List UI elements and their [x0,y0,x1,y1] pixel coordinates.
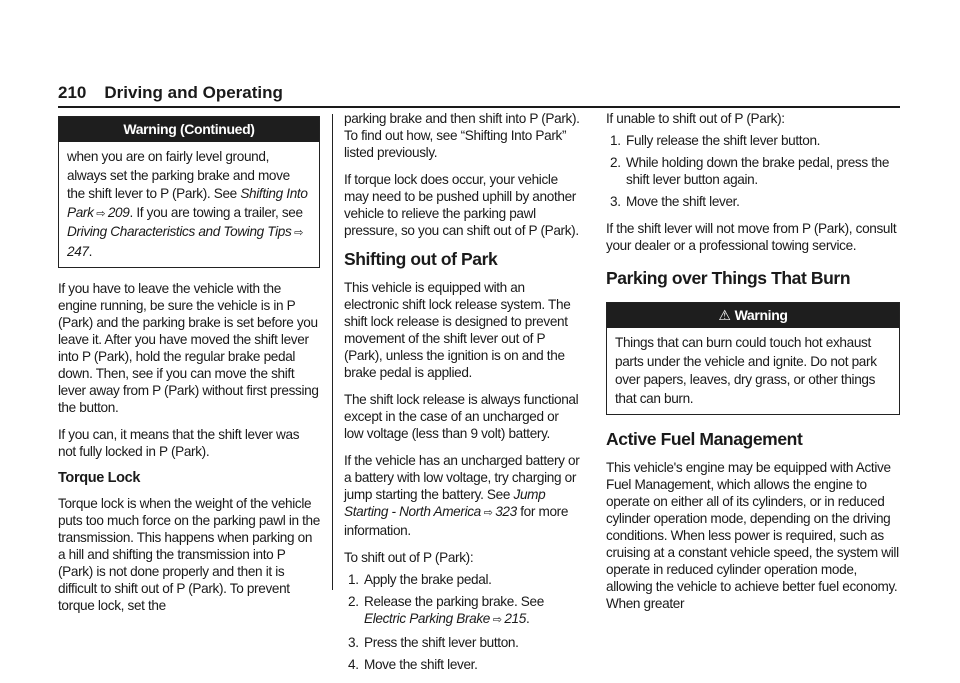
warning-box [606,302,900,415]
page-ref-arrow-icon: ⇨ [291,227,304,239]
warning-icon: ⚠ [718,307,731,323]
list-item: 4. Move the shift lever. [348,657,478,672]
link-jump-starting[interactable]: Jump Starting - North America [344,487,546,519]
paragraph: If you can, it means that the shift lever was not fully locked in P (Park). [58,427,300,459]
page-ref-arrow-icon: ⇨ [480,507,496,519]
page-ref-323[interactable]: 323 [495,504,517,519]
heading-active-fuel-management: Active Fuel Management [606,429,803,449]
list-item: 3. Move the shift lever. [610,194,740,209]
paragraph: If you have to leave the vehicle with the engine running, be sure the vehicle is in P (Park) and the parking brake is set before you leave it. After you have moved the shift lever into P (Park), hold the regular brake pedal down. Then, see if you can move the shift lever away from P (Park) without first pressing the button. [58,281,319,415]
link-driving-characteristics[interactable]: Driving Characteristics and Towing Tips [67,224,292,239]
column-2 [344,110,580,683]
section-title: Driving and Operating [104,83,283,102]
column-3 [606,110,900,622]
warning-continued-box [58,116,320,268]
link-shifting-into-park[interactable]: Shifting Into Park [67,186,308,220]
heading-parking-over-things: Parking over Things That Burn [606,268,851,288]
heading-torque-lock: Torque Lock [58,470,141,486]
list-item: 1. Fully release the shift lever button. [610,133,821,148]
warning-continued-body: when you are on fairly level ground, always set the parking brake and move the shift lever to P (Park). See Shifting Into Park ⇨ 209. If you are towing a trailer, see Driving Characteristics and Towing Tips ⇨ 247. [67,149,308,259]
page-ref-arrow-icon: ⇨ [93,207,108,220]
paragraph: This vehicle is equipped with an electronic shift lock release system. The shift lock release is designed to prevent movement of the shift lever out of P (Park), unless the ignition is on and the brake pedal is applied. [344,280,571,380]
link-electric-parking-brake[interactable]: Electric Parking Brake [364,611,491,626]
steps-list [344,571,580,673]
page-header [58,82,900,108]
paragraph: parking brake and then shift into P (Park). To find out how, see “Shifting Into Park” listed previously. [344,111,580,160]
paragraph: This vehicle's engine may be equipped with Active Fuel Management, which allows the engine to operate on either all of its cylinders, or in reduced cylinder operation mode, depending on the driving conditions. When less power is required, such as cruising at a constant vehicle speed, the system will operate in reduced cylinder operation mode, allowing the vehicle to achieve better fuel economy. When greater [606,460,899,611]
paragraph: If unable to shift out of P (Park): [606,111,785,126]
warning-body: Things that can burn could touch hot exhaust parts under the vehicle and ignite. Do not park over papers, leaves, dry grass, or other things that can burn. [615,335,877,406]
heading-shifting-out-of-park: Shifting out of Park [344,249,498,269]
paragraph: To shift out of P (Park): [344,550,474,565]
steps-list [606,132,900,210]
paragraph: Torque lock is when the weight of the vehicle puts too much force on the parking pawl in the transmission. This happens when parking on a hill and shifting the transmission into P (Park) is not done properly and then it is difficult to shift out of P (Park). To prevent torque lock, set the [58,496,320,613]
list-item: 2. While holding down the brake pedal, press the shift lever button again. [610,155,890,187]
page-number: 210 [58,83,87,102]
list-item: 1. Apply the brake pedal. [348,572,492,587]
page-ref-arrow-icon: ⇨ [490,614,505,626]
warning-continued-title: Warning (Continued) [59,117,319,142]
column-divider [332,114,333,590]
list-item: 3. Press the shift lever button. [348,635,519,650]
paragraph: If the vehicle has an uncharged battery or a battery with low voltage, try charging or jump starting the battery. See Jump Starting - North America ⇨ 323 for more information. [344,453,580,538]
page-ref-209[interactable]: 209 [107,204,130,220]
paragraph: If torque lock does occur, your vehicle may need to be pushed uphill by another vehicle to relieve the parking pawl pressure, so you can shift out of P (Park). [344,172,579,238]
paragraph: If the shift lever will not move from P (Park), consult your dealer or a professional towing service. [606,221,897,253]
paragraph: The shift lock release is always functional except in the case of an uncharged or low voltage (less than 9 volt) battery. [344,392,579,441]
page-ref-247[interactable]: 247 [67,243,89,259]
column-1 [58,116,320,624]
warning-title: ⚠ Warning [607,303,899,328]
page-ref-215[interactable]: 215 [504,611,526,626]
list-item: 2. Release the parking brake. See Electric Parking Brake ⇨ 215. [348,594,544,626]
